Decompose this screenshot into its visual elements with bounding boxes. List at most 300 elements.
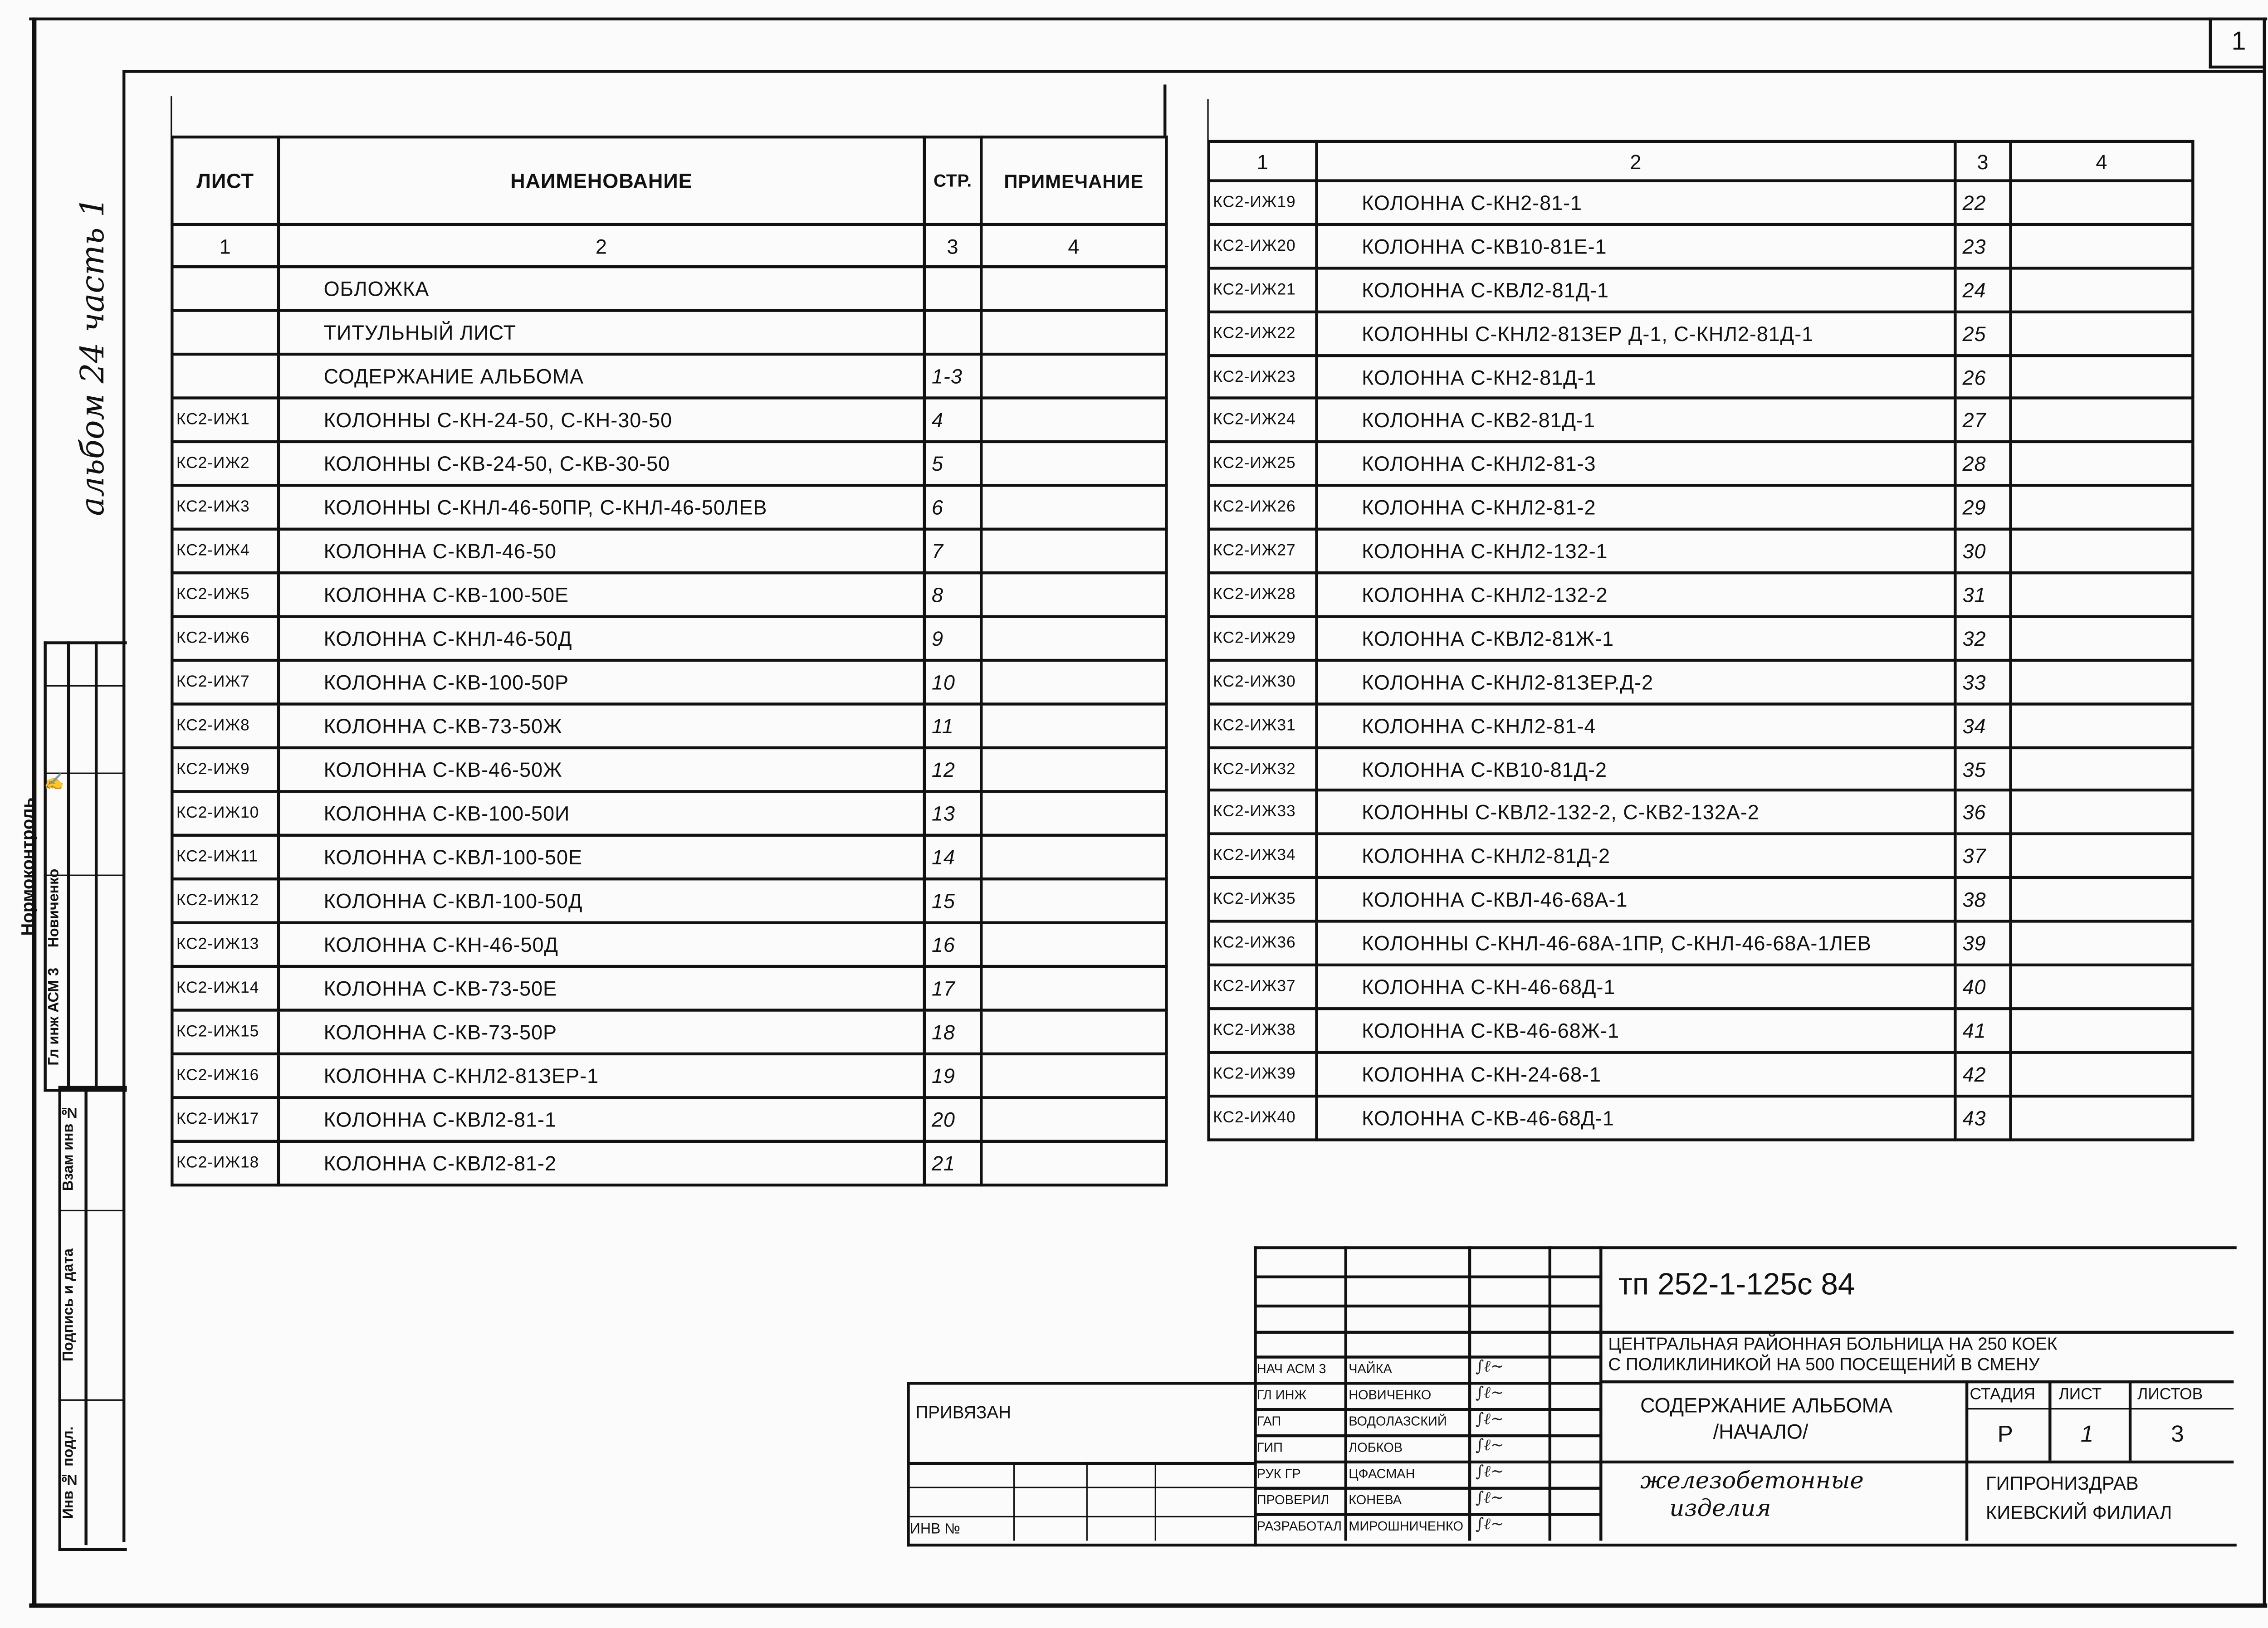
table-row [1209,660,2193,703]
page-number [924,267,981,310]
signature-role: НАЧ АСМ 3 [1256,1361,1326,1376]
sheet-code: КС2-ИЖ12 [172,879,279,922]
table-row [1209,312,2193,355]
signature-mark: ∫ℓ~ [1475,1436,1504,1455]
item-name: КОЛОННА С-КНЛ2-81ЗЕР-1 [279,1054,924,1097]
norm-control-name: Новиченко [46,868,63,948]
table-row [1209,878,2193,921]
item-name: КОЛОННА С-КВ10-81Д-2 [1317,747,1955,791]
signature-role: ГЛ ИНЖ [1256,1388,1307,1403]
item-name: КОЛОННА С-КНЛ2-81-2 [1317,486,1955,529]
item-name: КОЛОННА С-КВ-100-50И [279,791,924,835]
item-name: КОЛОННА С-КВ-100-50Р [279,660,924,704]
item-name: КОЛОННА С-КВ2-81Д-1 [1317,399,1955,442]
note [2011,1052,2193,1096]
signature-role: РУК ГР [1256,1466,1301,1481]
table-row [172,660,1166,704]
divider [1965,1408,2234,1409]
page-number: 4 [924,398,981,442]
divider [1599,1380,2234,1383]
item-name: КОЛОННЫ С-КВЛ2-132-2, С-КВ2-132А-2 [1317,791,1955,834]
divider [1254,1434,1601,1437]
note [2011,224,2193,268]
page-number: 20 [924,1097,981,1141]
sheet-title-line-1: СОДЕРЖАНИЕ АЛЬБОМА [1640,1393,1893,1417]
note [2011,355,2193,399]
note [981,704,1166,748]
page-number: 16 [924,923,981,966]
sheet-code: КС2-ИЖ33 [1209,791,1317,834]
table-row [1209,791,2193,834]
subject-line-1: железобетонные [1640,1466,1864,1494]
col-num: 1 [1209,141,1317,181]
table-header-row [172,137,1166,224]
item-name: КОЛОННЫ С-КН-24-50, С-КН-30-50 [279,398,924,442]
page-number: 35 [1955,747,2010,791]
divider [907,1462,1254,1465]
album-label: альбом 24 часть 1 [76,197,112,517]
signature-mark: ∫ℓ~ [1475,1514,1504,1534]
divider [1013,1462,1015,1541]
item-name: КОЛОННА С-КВ-100-50Е [279,573,924,616]
note [2011,878,2193,921]
divider [95,641,98,1086]
sheet-value: 1 [2080,1423,2094,1448]
project-line-1: ЦЕНТРАЛЬНАЯ РАЙОННАЯ БОЛЬНИЦА НА 250 КОЕК [1608,1334,2058,1355]
note [981,354,1166,398]
note [981,966,1166,1010]
organization-line-1: ГИПРОНИЗДРАВ [1985,1472,2139,1494]
divider [1254,1276,1601,1278]
note [981,442,1166,485]
note [981,529,1166,573]
item-name: КОЛОННА С-КВЛ-46-68А-1 [1317,878,1955,921]
table-row [172,791,1166,835]
table-row [172,354,1166,398]
note [2011,791,2193,834]
table-row [1209,181,2193,224]
col-num: 4 [981,224,1166,267]
page-number: 14 [924,835,981,879]
table-row [1209,573,2193,616]
note [2011,312,2193,355]
page-number: 25 [1955,312,2010,355]
sheet-code: КС2-ИЖ9 [172,748,279,791]
page-number: 32 [1955,616,2010,660]
col-num: 2 [279,224,924,267]
contents-table-right [1207,140,2194,1141]
table-row [1209,399,2193,442]
item-name: КОЛОННА С-КВ-46-68Д-1 [1317,1096,1955,1139]
organization-line-2: КИЕВСКИЙ ФИЛИАЛ [1985,1501,2172,1523]
table-row [1209,268,2193,312]
table-row [1209,529,2193,573]
subject-line-2: изделия [1669,1494,1771,1522]
signature-name: МИРОШНИЧЕНКО [1349,1519,1464,1534]
divider [1254,1382,1601,1384]
page-number: 5 [924,442,981,485]
note [2011,529,2193,573]
sheet-code: КС2-ИЖ37 [1209,965,1317,1009]
item-name: КОЛОННА С-КВ-73-50Ж [279,704,924,748]
signature-role: ГИП [1256,1440,1283,1455]
divider [44,685,124,687]
divider [1254,1408,1601,1411]
divider [1254,1461,1601,1463]
page-number: 23 [1955,224,2010,268]
sheet-code: КС2-ИЖ16 [172,1054,279,1097]
page-number: 26 [1955,355,2010,399]
note [981,748,1166,791]
page-number: 17 [924,966,981,1010]
signature-mark: ∫ℓ~ [1475,1409,1504,1429]
page-number: 38 [1955,878,2010,921]
outer-frame-bottom [29,1604,2267,1608]
divider [1965,1380,1968,1541]
signature-name: ЦФАСМАН [1349,1466,1415,1481]
sheet-code [172,354,279,398]
table-row [1209,1009,2193,1052]
outer-frame-right [2263,18,2266,1607]
header-note: ПРИМЕЧАНИЕ [981,137,1166,224]
table-row [1209,1052,2193,1096]
table-row [1209,486,2193,529]
replace-inv-label: Взам инв № [61,1104,78,1192]
item-name: КОЛОННА С-КН2-81Д-1 [1317,355,1955,399]
outer-frame-top [29,18,2267,20]
sheet-code: КС2-ИЖ27 [1209,529,1317,573]
divider [67,641,70,1086]
table-row [172,1010,1166,1054]
page-number: 12 [924,748,981,791]
col-num: 1 [172,224,279,267]
sheet-code: КС2-ИЖ19 [1209,181,1317,224]
page-number: 15 [924,879,981,922]
signature-name: КОНЕВА [1349,1492,1402,1507]
item-name: КОЛОННА С-КНЛ2-81-3 [1317,442,1955,486]
divider [1254,1355,1601,1358]
page-number: 24 [1955,268,2010,312]
signature-name: ЛОБКОВ [1349,1440,1403,1455]
signature-role: ПРОВЕРИЛ [1256,1492,1330,1507]
page-number: 11 [924,704,981,748]
sheet-number-box: 1 [2209,18,2266,69]
table-row [172,442,1166,485]
note [981,267,1166,310]
note [981,1141,1166,1185]
col-num: 3 [924,224,981,267]
signature-name: ВОДОЛАЗСКИЙ [1349,1414,1447,1429]
sheet-code: КС2-ИЖ8 [172,704,279,748]
page-number: 10 [924,660,981,704]
signature-role: РАЗРАБОТАЛ [1256,1519,1342,1534]
item-name: КОЛОННА С-КВЛ-100-50Д [279,879,924,922]
page-number: 6 [924,485,981,529]
item-name: КОЛОННЫ С-КВ-24-50, С-КВ-30-50 [279,442,924,485]
signature-name: НОВИЧЕНКО [1349,1388,1432,1403]
signature-mark: ∫ℓ~ [1475,1488,1504,1507]
item-name: КОЛОННА С-КВЛ-100-50Е [279,835,924,879]
note [981,398,1166,442]
col-num: 4 [2011,141,2193,181]
item-name: КОЛОННА С-КНЛ-46-50Д [279,617,924,660]
sheet-code: КС2-ИЖ6 [172,617,279,660]
sheet-code: КС2-ИЖ30 [1209,660,1317,703]
item-name: КОЛОННА С-КНЛ2-81ЗЕР.Д-2 [1317,660,1955,703]
table-row [172,966,1166,1010]
table-row [172,398,1166,442]
sheet-code: КС2-ИЖ28 [1209,573,1317,616]
note [981,573,1166,616]
sheet-code: КС2-ИЖ4 [172,529,279,573]
column-number-row [1209,141,2193,181]
note [981,835,1166,879]
divider [1086,1462,1088,1541]
note [981,617,1166,660]
contents-table-left [171,136,1168,1187]
sheet-code: КС2-ИЖ29 [1209,616,1317,660]
sheet-code: КС2-ИЖ11 [172,835,279,879]
note [981,1054,1166,1097]
divider [1599,1461,2234,1463]
divider [1254,1331,1601,1334]
note [981,1010,1166,1054]
sign-date-label: Подпись и дата [61,1248,78,1361]
signature-mark: ∫ℓ~ [1475,1357,1504,1376]
table-row [1209,921,2193,965]
item-name: КОЛОННА С-КНЛ2-132-2 [1317,573,1955,616]
item-name: КОЛОННА С-КВ-73-50Р [279,1010,924,1054]
sheet-code: КС2-ИЖ10 [172,791,279,835]
note [2011,486,2193,529]
page-number: 28 [1955,442,2010,486]
divider [171,96,172,136]
divider [2048,1380,2051,1461]
bound-label: ПРИВЯЗАН [915,1402,1011,1423]
sheet-code: КС2-ИЖ25 [1209,442,1317,486]
note [2011,616,2193,660]
note [2011,660,2193,703]
sheet-code: КС2-ИЖ13 [172,923,279,966]
sheet-code: КС2-ИЖ31 [1209,704,1317,747]
norm-control-signature: ✍ [44,772,64,792]
table-row [1209,704,2193,747]
divider [1254,1487,1601,1490]
sheet-code: КС2-ИЖ40 [1209,1096,1317,1139]
table-row [1209,965,2193,1009]
table-row [172,311,1166,354]
table-row [172,1141,1166,1185]
page-number: 39 [1955,921,2010,965]
page-number: 36 [1955,791,2010,834]
sheet-code: КС2-ИЖ3 [172,485,279,529]
table-row [172,1054,1166,1097]
page-number: 9 [924,617,981,660]
page-number [924,311,981,354]
note [2011,921,2193,965]
page-number: 27 [1955,399,2010,442]
table-row [172,1097,1166,1141]
sheet-code: КС2-ИЖ23 [1209,355,1317,399]
page-number: 7 [924,529,981,573]
table-row [172,704,1166,748]
item-name: КОЛОННА С-КВ-46-68Ж-1 [1317,1009,1955,1052]
item-name: ОБЛОЖКА [279,267,924,310]
header-sheet: ЛИСТ [172,137,279,224]
note [981,485,1166,529]
sheets-label: ЛИСТОВ [2137,1386,2203,1404]
doc-code: тп 252-1-125с 84 [1618,1268,1855,1302]
divider [1599,1246,1602,1540]
project-line-2: С ПОЛИКЛИНИКОЙ НА 500 ПОСЕЩЕНИЙ В СМЕНУ [1608,1354,2040,1375]
page-number: 33 [1955,660,2010,703]
sheet-code: КС2-ИЖ24 [1209,399,1317,442]
page-number: 13 [924,791,981,835]
sheet-code: КС2-ИЖ36 [1209,921,1317,965]
table-row [1209,616,2193,660]
sheet-code: КС2-ИЖ35 [1209,878,1317,921]
table-row [172,748,1166,791]
inner-frame-top [124,70,2263,73]
sheet-code [172,267,279,310]
note [2011,1009,2193,1052]
divider [2129,1380,2131,1461]
item-name: КОЛОННЫ С-КНЛ-46-50ПР, С-КНЛ-46-50ЛЕВ [279,485,924,529]
note [2011,965,2193,1009]
page-number: 8 [924,573,981,616]
divider [1207,99,1208,140]
item-name: КОЛОННА С-КВЛ2-81-2 [279,1141,924,1185]
divider [1163,84,1166,136]
sheet-code [172,311,279,354]
divider [907,1487,1254,1488]
note [2011,834,2193,878]
page-number: 31 [1955,573,2010,616]
item-name: КОЛОННА С-КНЛ2-81Д-2 [1317,834,1955,878]
sheet-code: КС2-ИЖ39 [1209,1052,1317,1096]
sheet-code: КС2-ИЖ17 [172,1097,279,1141]
sheet-code: КС2-ИЖ22 [1209,312,1317,355]
sheet-code: КС2-ИЖ7 [172,660,279,704]
sheet-code: КС2-ИЖ18 [172,1141,279,1185]
note [2011,1096,2193,1139]
sheet-code: КС2-ИЖ21 [1209,268,1317,312]
item-name: КОЛОННА С-КВЛ2-81Ж-1 [1317,616,1955,660]
page-number: 1-3 [924,354,981,398]
note [981,311,1166,354]
signature-mark: ∫ℓ~ [1475,1462,1504,1481]
item-name: КОЛОННА С-КНЛ2-132-1 [1317,529,1955,573]
table-row [172,573,1166,616]
stage-value: Р [1997,1423,2013,1448]
table-row [172,529,1166,573]
sheet-code: КС2-ИЖ14 [172,966,279,1010]
table-row [172,485,1166,529]
table-row [172,923,1166,966]
signature-name: ЧАЙКА [1349,1361,1392,1376]
sheet-title-line-2: /НАЧАЛО/ [1713,1419,1809,1443]
note [2011,573,2193,616]
divider [1155,1462,1156,1541]
header-page: СТР. [924,137,981,224]
table-row [1209,834,2193,878]
page-number: 21 [924,1141,981,1185]
item-name: КОЛОННА С-КВ-73-50Е [279,966,924,1010]
table-row [172,835,1166,879]
note [981,660,1166,704]
table-row [172,879,1166,922]
note [2011,442,2193,486]
table-row [1209,355,2193,399]
note [981,1097,1166,1141]
note [981,923,1166,966]
table-row [1209,442,2193,486]
norm-control-label: Нормоконтроль [17,798,38,937]
sheet-code: КС2-ИЖ2 [172,442,279,485]
note [2011,704,2193,747]
divider [907,1516,1254,1517]
sheet-label: ЛИСТ [2058,1386,2102,1404]
item-name: КОЛОННА С-КВЛ2-81-1 [279,1097,924,1141]
sheet-code: КС2-ИЖ1 [172,398,279,442]
note [2011,268,2193,312]
divider [1254,1513,1601,1516]
item-name: КОЛОННЫ С-КНЛ-46-68А-1ПР, С-КНЛ-46-68А-1ЛЕВ [1317,921,1955,965]
signature-role: ГАП [1256,1414,1281,1429]
note [2011,399,2193,442]
page-number: 30 [1955,529,2010,573]
norm-control-role: Гл инж АСМ 3 [46,968,63,1066]
divider [84,1086,87,1545]
sheet-code: КС2-ИЖ34 [1209,834,1317,878]
header-name: НАИМЕНОВАНИЕ [279,137,924,224]
column-number-row [172,224,1166,267]
item-name: СОДЕРЖАНИЕ АЛЬБОМА [279,354,924,398]
sheet-code: КС2-ИЖ15 [172,1010,279,1054]
table-row [172,267,1166,310]
page-number: 43 [1955,1096,2010,1139]
page-number: 34 [1955,704,2010,747]
sheet-code: КС2-ИЖ32 [1209,747,1317,791]
item-name: КОЛОННА С-КНЛ2-81-4 [1317,704,1955,747]
signature-mark: ∫ℓ~ [1475,1383,1504,1403]
sheet-code: КС2-ИЖ20 [1209,224,1317,268]
item-name: КОЛОННА С-КВ-46-50Ж [279,748,924,791]
col-num: 2 [1317,141,1955,181]
page-number: 37 [1955,834,2010,878]
page-number: 41 [1955,1009,2010,1052]
inv-label: ИНВ № [909,1521,960,1538]
item-name: КОЛОННА С-КН-46-50Д [279,923,924,966]
item-name: КОЛОННА С-КН2-81-1 [1317,181,1955,224]
page-number: 40 [1955,965,2010,1009]
item-name: КОЛОННЫ С-КНЛ2-81ЗЕР Д-1, С-КНЛ2-81Д-1 [1317,312,1955,355]
divider [1254,1305,1601,1307]
item-name: КОЛОННА С-КВ10-81Е-1 [1317,224,1955,268]
sheet-code: КС2-ИЖ5 [172,573,279,616]
table-row [1209,224,2193,268]
page-number: 19 [924,1054,981,1097]
divider [1468,1246,1471,1540]
item-name: КОЛОННА С-КВЛ-46-50 [279,529,924,573]
page-number: 18 [924,1010,981,1054]
sheets-value: 3 [2171,1423,2184,1448]
note [981,791,1166,835]
table-row [1209,1096,2193,1139]
note [981,879,1166,922]
note [2011,181,2193,224]
item-name: КОЛОННА С-КВЛ2-81Д-1 [1317,268,1955,312]
